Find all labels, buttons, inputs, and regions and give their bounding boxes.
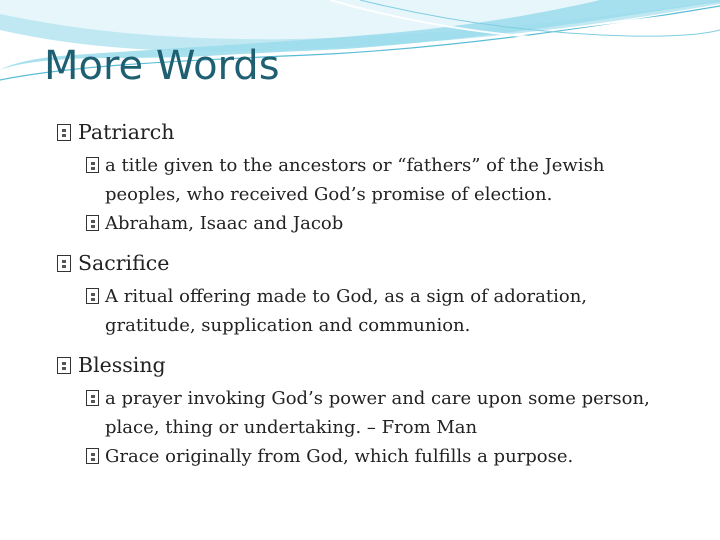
definition-item [86, 384, 667, 442]
term-patriarch [57, 117, 667, 147]
missing-glyph-box-icon [86, 215, 99, 231]
missing-glyph-box-icon [86, 390, 99, 406]
definition-item [86, 442, 667, 471]
term-label: Patriarch [78, 120, 175, 144]
missing-glyph-box-icon [86, 157, 99, 173]
definition-text: Grace originally from God, which fulfills a purpose. [105, 446, 574, 467]
term-label: Blessing [78, 353, 166, 377]
definition-item [86, 209, 667, 238]
slide-title: More Words [44, 43, 280, 89]
slide-content [57, 117, 667, 471]
definition-text: a prayer invoking God’s power and care upon some person, place, thing or undertaking. – From Man [105, 388, 650, 438]
definition-item [86, 151, 667, 209]
definition-text: a title given to the ancestors or “fathers” of the Jewish peoples, who received God’s promise of election. [105, 155, 605, 205]
missing-glyph-box-icon [57, 357, 71, 374]
definition-item [86, 282, 667, 340]
definition-text: A ritual offering made to God, as a sign of adoration, gratitude, supplication and communion. [105, 286, 588, 336]
term-blessing [57, 350, 667, 380]
definition-text: Abraham, Isaac and Jacob [105, 213, 344, 234]
missing-glyph-box-icon [86, 448, 99, 464]
missing-glyph-box-icon [86, 288, 99, 304]
term-sacrifice [57, 248, 667, 278]
term-label: Sacrifice [78, 251, 170, 275]
missing-glyph-box-icon [57, 124, 71, 141]
missing-glyph-box-icon [57, 255, 71, 272]
